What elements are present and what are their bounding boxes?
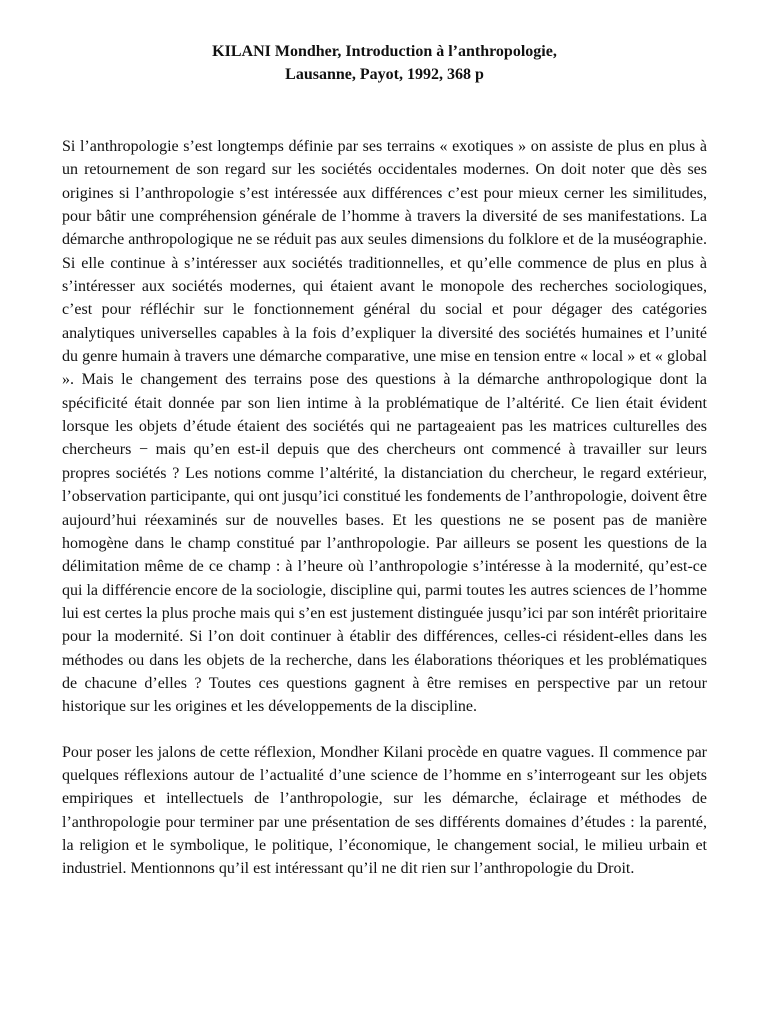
document-page [62,40,707,881]
body-paragraph-1: Si l’anthropologie s’est longtemps définie par ses terrains « exotiques » on assiste de plus en plus à un retournement de son regard sur les sociétés occidentales modernes. On doit noter que dès ses origines si l’anthropologie s’est intéressée aux différences c’est pour mieux cerner les similitudes, pour bâtir une compréhension générale de l’homme à travers la diversité de ses manifestations. La démarche anthropologique ne se réduit pas aux seules dimensions du folklore et de la muséographie. Si elle continue à s’intéresser aux sociétés traditionnelles, et qu’elle commence de plus en plus à s’intéresser aux sociétés modernes, qui étaient avant le monopole des recherches sociologiques, c’est pour réfléchir sur le fonctionnement général du social et pour dégager des catégories analytiques universelles capables à la fois d’expliquer la diversité des sociétés humaines et l’unité du genre humain à travers une démarche comparative, une mise en tension entre « local » et « global ». Mais le changement des terrains pose des questions à la démarche anthropologique dont la spécificité était donnée par son lien intime à la problématique de l’altérité. Ce lien était évident lorsque les objets d’étude étaient des sociétés qui ne partageaient pas les matrices culturelles des chercheurs − mais qu’en est-il depuis que des chercheurs ont commencé à travailler sur leurs propres sociétés ? Les notions comme l’altérité, la distanciation du chercheur, le regard extérieur, l’observation participante, qui ont jusqu’ici constitué les fondements de l’anthropologie, doivent être aujourd’hui réexaminés sur de nouvelles bases. Et les questions ne se posent pas de manière homogène dans le champ constitué par l’anthropologie. Par ailleurs se posent les questions de la délimitation même de ce champ : à l’heure où l’anthropologie s’intéresse à la modernité, qu’est-ce qui la différencie encore de la sociologie, discipline qui, parmi toutes les autres sciences de l’homme lui est certes la plus proche mais qui s’en est justement distinguée jusqu’ici par son intérêt prioritaire pour la modernité. Si l’on doit continuer à établir des différences, celles-ci résident-elles dans les méthodes ou dans les objets de la recherche, dans les élaborations théoriques et les problématiques de chacune d’elles ? Toutes ces questions gagnent à être remises en perspective par un retour historique sur les origines et les développements de la discipline. [62,138,707,716]
title-line-2: Lausanne, Payot, 1992, 368 p [285,66,484,83]
title-line-1: KILANI Mondher, Introduction à l’anthropologie, [212,43,557,60]
document-title [62,40,707,86]
body-paragraph-2: Pour poser les jalons de cette réflexion, Mondher Kilani procède en quatre vagues. Il commence par quelques réflexions autour de l’actualité d’une science de l’homme en s’interrogeant sur les objets empiriques et intellectuels de l’anthropologie, sur les démarche, éclairage et méthodes de l’anthropologie pour terminer par une présentation de ses différents domaines d’études : la parenté, la religion et le symbolique, le politique, l’économique, le changement social, le milieu urbain et industriel. Mentionnons qu’il est intéressant qu’il ne dit rien sur l’anthropologie du Droit. [62,743,707,878]
